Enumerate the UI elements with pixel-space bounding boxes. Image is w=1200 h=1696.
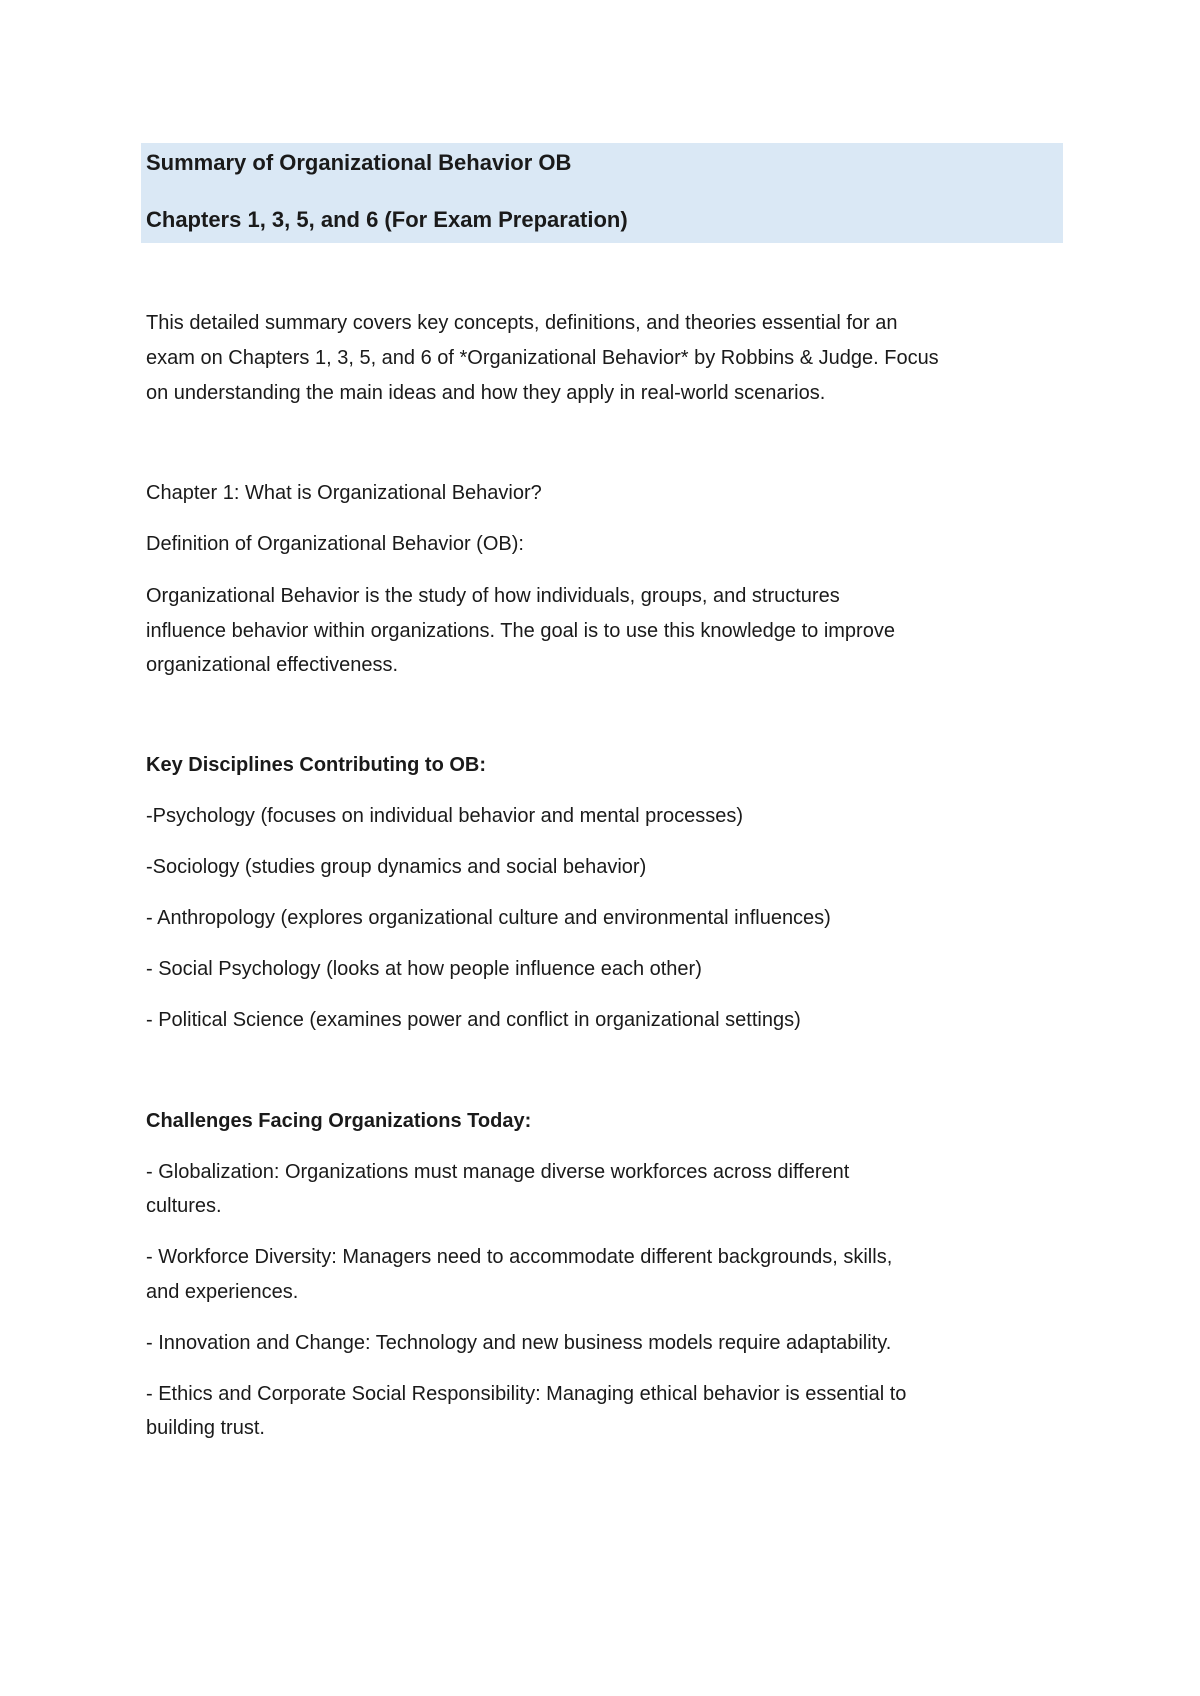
list-item-continuation: building trust. xyxy=(146,1417,265,1439)
list-item-continuation: and experiences. xyxy=(146,1281,299,1303)
section-heading-challenges: Challenges Facing Organizations Today: xyxy=(146,1110,532,1132)
chapter-heading: Chapter 1: What is Organizational Behavior? xyxy=(146,482,542,504)
list-item-continuation: cultures. xyxy=(146,1195,222,1217)
document-subtitle: Chapters 1, 3, 5, and 6 (For Exam Preparation) xyxy=(146,207,628,232)
list-item: -Sociology (studies group dynamics and social behavior) xyxy=(146,856,647,878)
list-item: - Social Psychology (looks at how people influence each other) xyxy=(146,958,702,980)
definition-label: Definition of Organizational Behavior (OB): xyxy=(146,533,524,555)
list-item: - Globalization: Organizations must manage diverse workforces across different xyxy=(146,1161,850,1183)
intro-line: exam on Chapters 1, 3, 5, and 6 of *Organizational Behavior* by Robbins & Judge. Focus xyxy=(146,347,939,369)
list-item: - Ethics and Corporate Social Responsibility: Managing ethical behavior is essential to xyxy=(146,1383,907,1405)
list-item: - Anthropology (explores organizational culture and environmental influences) xyxy=(146,907,831,929)
list-item: - Political Science (examines power and conflict in organizational settings) xyxy=(146,1009,801,1031)
intro-line: on understanding the main ideas and how they apply in real-world scenarios. xyxy=(146,382,826,404)
definition-line: organizational effectiveness. xyxy=(146,654,399,676)
list-item: -Psychology (focuses on individual behavior and mental processes) xyxy=(146,805,743,827)
list-item: - Workforce Diversity: Managers need to accommodate different backgrounds, skills, xyxy=(146,1246,893,1268)
list-item: - Innovation and Change: Technology and new business models require adaptability. xyxy=(146,1332,892,1354)
intro-line: This detailed summary covers key concepts, definitions, and theories essential for an xyxy=(146,312,898,334)
definition-line: Organizational Behavior is the study of how individuals, groups, and structures xyxy=(146,585,840,607)
document-title: Summary of Organizational Behavior OB xyxy=(146,150,572,175)
definition-line: influence behavior within organizations. The goal is to use this knowledge to improve xyxy=(146,620,895,642)
section-heading-disciplines: Key Disciplines Contributing to OB: xyxy=(146,754,487,776)
title-banner xyxy=(141,143,1063,243)
